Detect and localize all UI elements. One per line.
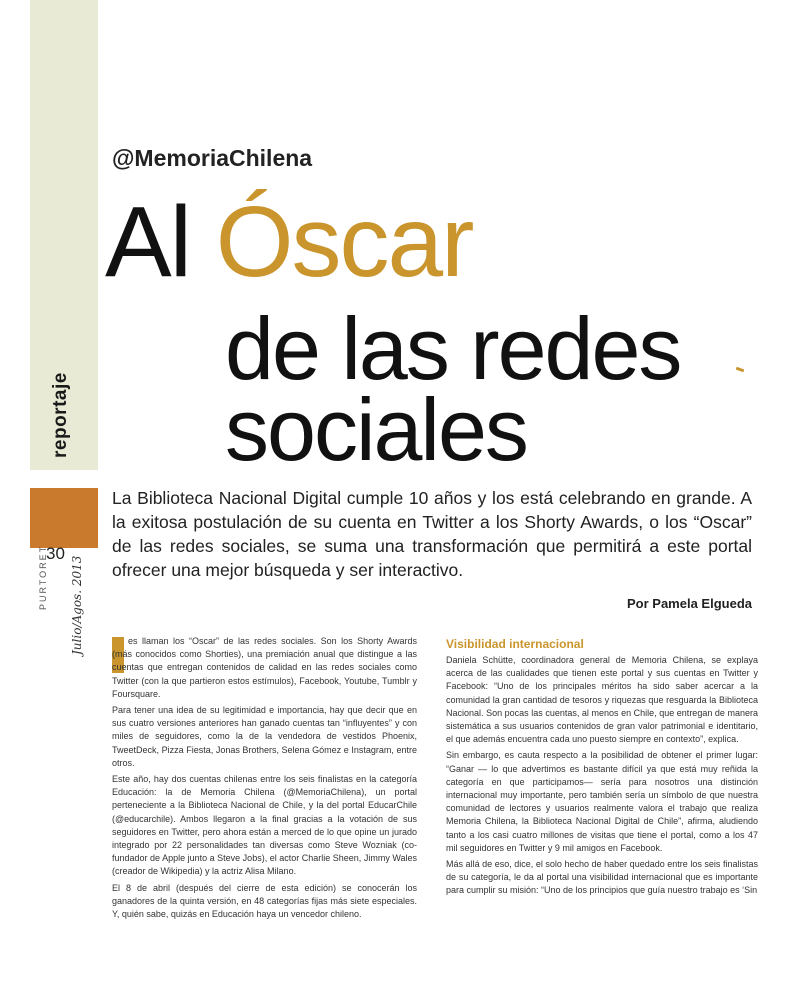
title-part-1: Al: [105, 186, 216, 298]
right-paragraph: Daniela Schütte, coordinadora general de Memoria Chilena, se explaya acerca de las cualidades que tienen este portal y sus cuentas en Twitter y Facebook: “Uno de los principales méritos ha sido saber acercar a la comunidad la gran cantidad de tesoros y riquezas que resguarda la Biblioteca Nacional. Son pocas las cuentas, al menos en Chile, que entregan de manera sistemática a sus usuarios contenidos de gran valor patrimonial e identitario, el que además encuentra cada uno puesto siempre en contexto”, explica.: [446, 655, 758, 745]
right-paragraph: Más allá de eso, dice, el solo hecho de haber quedado entre los seis finalistas de su categoría, le da al portal una visibilidad internacional que es importante para cumplir su misión: “Uno de los principios que guía nuestro trabajo es ‘Sin: [446, 859, 758, 896]
twitter-handle: @MemoriaChilena: [112, 145, 313, 171]
title-line-2: de las redes: [225, 299, 681, 398]
left-paragraph: Este año, hay dos cuentas chilenas entre los seis finalistas en la categoría Educación: la de Memoria Chilena (@MemoriaChilena), un portal perteneciente a la Biblioteca Nacional de Chile, y la del portal EducarChile (@educarchile). Ambos llegaron a la final gracias a la votación de sus seguidores en Twitter, pero ahora están a merced de lo que opine un jurado integrado por 22 personalidades tan diversas como Steve Wozniak (co-fundador de Apple junto a Steve Jobs), el actor Charlie Sheen, Jimmy Wales (creador de Wikipedia) y la actriz Alisa Milano.: [112, 774, 417, 877]
magazine-name: PURTORET: [38, 544, 48, 610]
left-paragraph: es llaman los “Oscar” de las redes sociales. Son los Shorty Awards (más conocidos como Shorties), una premiación anual que distingue a las cuentas que entregan contenidos de calidad en las redes sociales como Twitter (con la que partieron estos estímulos), Facebook, Youtube, Tumblr y Foursquare.: [112, 636, 417, 699]
title-highlight: Óscar: [215, 186, 473, 298]
right-column: [446, 654, 758, 901]
title-line-3: sociales: [225, 380, 527, 479]
page-number: 30: [46, 544, 65, 563]
left-paragraph: El 8 de abril (después del cierre de esta edición) se conocerán los ganadores de la quinta versión, en 48 categorías fijas más siete especiales. Y, quién sabe, quizás en Educación haya un vencedor chileno.: [112, 882, 417, 920]
title-accent-mark: [736, 367, 745, 373]
left-column: [112, 635, 417, 924]
byline: Por Pamela Elgueda: [627, 596, 752, 611]
sidebar-accent-block: [30, 488, 98, 548]
lede-paragraph: La Biblioteca Nacional Digital cumple 10 años y los está celebrando en grande. A la exitosa postulación de su cuenta en Twitter a los Shorty Awards, o los “Oscar” de las redes sociales, se suma una transformación que permitirá a este portal ofrecer una mejor búsqueda y ser interactivo.: [112, 488, 752, 580]
section-label: reportaje: [50, 372, 71, 458]
handwritten-note: Julio/Agos. 2013: [70, 555, 84, 655]
left-paragraph: Para tener una idea de su legitimidad e importancia, hay que decir que en sus cuatro versiones anteriores han ganado cuentas tan “influyentes” y con miles de seguidores, como la de la vendedora de vestidos Phoenix, TweetDeck, Pizza Fiesta, Jonas Brothers, Selena Gómez e Instagram, entre otros.: [112, 705, 417, 768]
section-subheading: Visibilidad internacional: [446, 637, 584, 651]
title-line-1: [105, 186, 473, 298]
right-paragraph: Sin embargo, es cauta respecto a la posibilidad de obtener el primer lugar: “Ganar — lo que advertimos es bastante difícil ya que está muy reñida la categoría en que participamos— sería para nosotros una distinción internacional muy importante, pero también sería un símbolo de que nuestra comunidad de lectores y usuarios realmente valora el trabajo que realiza Memoria Chilena, la Biblioteca Nacional Digital de Chile”, afirma, aludiendo tanto a los casi cuatro millones de visitas que tiene el portal, como a los 47 mil seguidores en Twitter y 9 mil amigos en Facebook.: [446, 750, 758, 853]
